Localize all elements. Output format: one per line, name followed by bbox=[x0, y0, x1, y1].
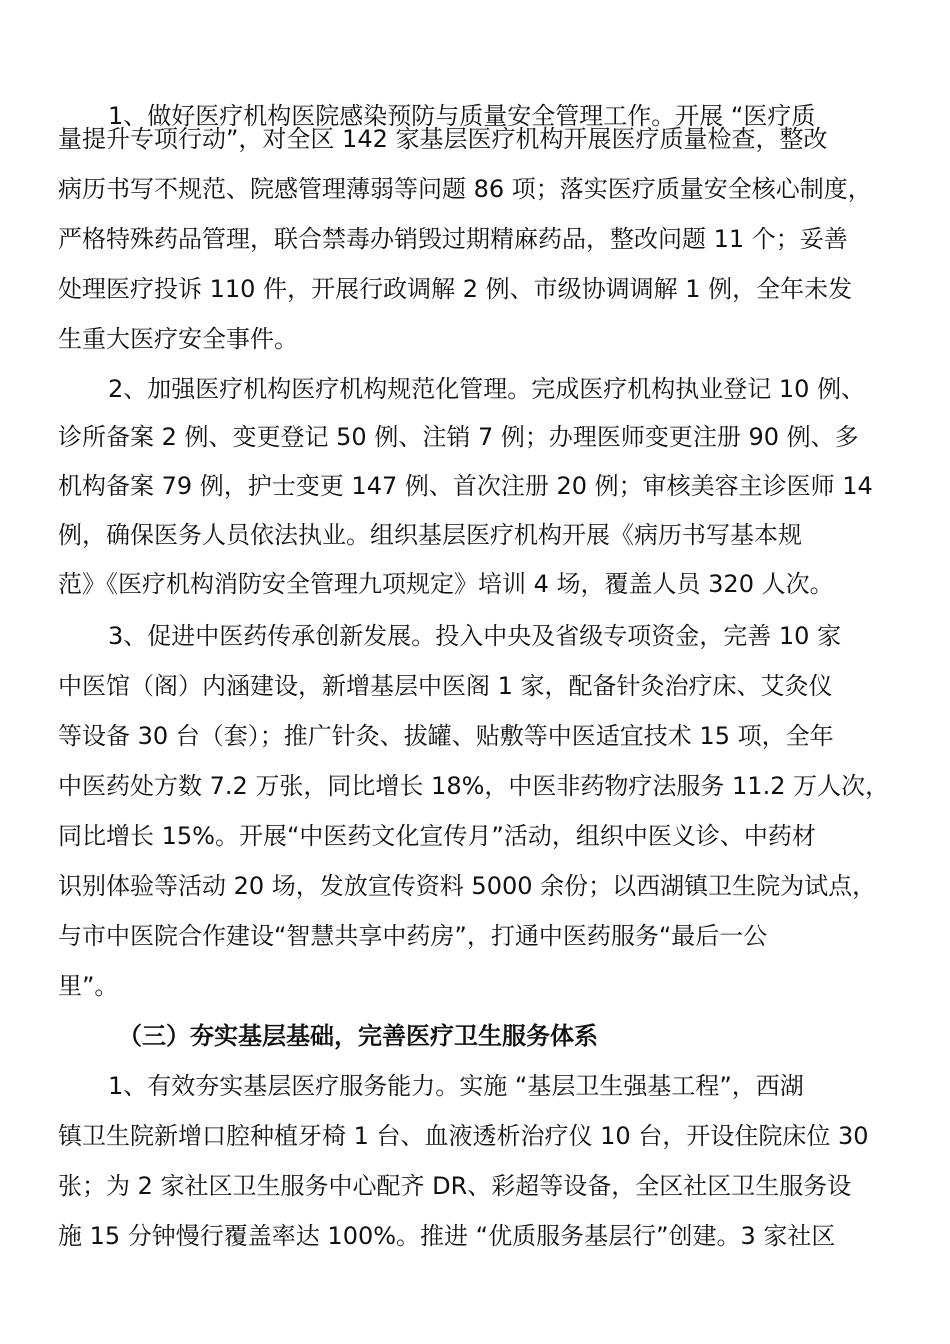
text-line: 病历书写不规范、院感管理薄弱等问题 86 项；落实医疗质量安全核心制度， bbox=[58, 175, 872, 203]
text-line: 与市中医院合作建设“智慧共享中药房”，打通中医药服务“最后一公 bbox=[58, 922, 768, 950]
text-line: 范》《医疗机构消防安全管理九项规定》培训 4 场，覆盖人员 320 人次。 bbox=[58, 570, 834, 598]
text-line: 同比增长 15%。开展“中医药文化宣传月”活动，组织中医义诊、中药材 bbox=[58, 822, 816, 850]
text-line: 中医药处方数 7.2 万张，同比增长 18%，中医非药物疗法服务 11.2 万人次， bbox=[58, 772, 890, 800]
text-line: 诊所备案 2 例、变更登记 50 例、注销 7 例；办理医师变更注册 90 例、多 bbox=[58, 423, 859, 451]
text-line: 量提升专项行动”，对全区 142 家基层医疗机构开展医疗质量检查，整改 bbox=[58, 125, 828, 153]
text-line: 3、促进中医药传承创新发展。投入中央及省级专项资金，完善 10 家 bbox=[108, 622, 842, 650]
section-heading: （三）夯实基层基础，完善医疗卫生服务体系 bbox=[118, 1022, 598, 1050]
text-line: 等设备 30 台（套）；推广针灸、拔罐、贴敷等中医适宜技术 15 项，全年 bbox=[58, 722, 834, 750]
text-line: 里”。 bbox=[58, 972, 119, 1000]
text-line: 2、加强医疗机构医疗机构规范化管理。完成医疗机构执业登记 10 例、 bbox=[108, 375, 866, 403]
text-line: 张；为 2 家社区卫生服务中心配齐 DR、彩超等设备，全区社区卫生服务设 bbox=[58, 1172, 852, 1200]
text-line: 识别体验等活动 20 场，发放宣传资料 5000 余份；以西湖镇卫生院为试点， bbox=[58, 872, 877, 900]
text-line: 1、做好医疗机构医院感染预防与质量安全管理工作。开展 “医疗质 bbox=[108, 102, 816, 130]
text-line: 严格特殊药品管理，联合禁毒办销毁过期精麻药品，整改问题 11 个；妥善 bbox=[58, 225, 848, 253]
text-line: 中医馆（阁）内涵建设，新增基层中医阁 1 家，配备针灸治疗床、艾灸仪 bbox=[58, 672, 833, 700]
text-line: 1、有效夯实基层医疗服务能力。实施 “基层卫生强基工程”，西湖 bbox=[108, 1072, 804, 1100]
text-line: 镇卫生院新增口腔种植牙椅 1 台、血液透析治疗仪 10 台，开设住院床位 30 bbox=[58, 1122, 869, 1150]
text-line: 生重大医疗安全事件。 bbox=[58, 325, 298, 353]
text-line: 例，确保医务人员依法执业。组织基层医疗机构开展《病历书写基本规 bbox=[58, 521, 802, 549]
text-line: 施 15 分钟慢行覆盖率达 100%。推进 “优质服务基层行”创建。3 家社区 bbox=[58, 1222, 836, 1250]
text-line: 机构备案 79 例，护士变更 147 例、首次注册 20 例；审核美容主诊医师 14 bbox=[58, 472, 873, 500]
text-line: 处理医疗投诉 110 件，开展行政调解 2 例、市级协调调解 1 例，全年未发 bbox=[58, 275, 853, 303]
